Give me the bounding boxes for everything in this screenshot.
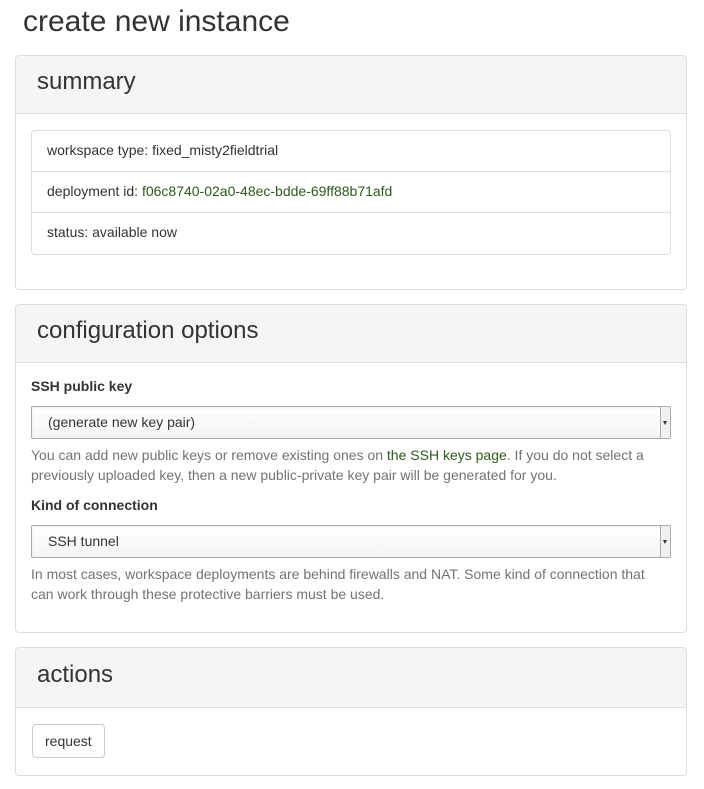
chevron-down-icon [663, 421, 667, 425]
ssh-key-help-text [31, 445, 671, 485]
status-label: status: [47, 224, 93, 240]
summary-list [31, 130, 671, 255]
deployment-id-value: f06c8740-02a0-48ec-bdde-69ff88b71afd [141, 183, 393, 199]
deployment-id-item [32, 172, 670, 213]
actions-heading: actions [37, 661, 114, 688]
page-title: create new instance [23, 5, 290, 38]
configuration-panel [15, 304, 687, 633]
summary-heading: summary [37, 68, 136, 95]
configuration-panel-body [16, 363, 686, 619]
summary-panel-body [16, 114, 686, 270]
configuration-panel-heading [16, 305, 686, 363]
request-button[interactable]: request [32, 724, 105, 758]
chevron-down-icon [663, 540, 667, 544]
ssh-key-label: SSH public key [31, 378, 133, 394]
actions-panel [15, 647, 687, 776]
ssh-key-selected-value: (generate new key pair) [48, 414, 196, 430]
ssh-key-help-after: . If you do not select a previously uploaded key, then a new public-private key pair will be generated for you. [31, 447, 644, 483]
actions-panel-body [16, 708, 686, 773]
connection-selected-value: SSH tunnel [48, 533, 119, 549]
actions-panel-heading [16, 648, 686, 708]
status-item [32, 213, 670, 254]
workspace-type-item [32, 131, 670, 172]
workspace-type-value: fixed_misty2fieldtrial [152, 142, 279, 158]
deployment-id-label: deployment id: [47, 183, 142, 199]
workspace-type-label: workspace type: [47, 142, 153, 158]
ssh-key-dropdown-arrow[interactable] [660, 407, 670, 438]
connection-dropdown-arrow[interactable] [660, 526, 670, 557]
connection-label: Kind of connection [31, 497, 158, 513]
status-value: available now [92, 224, 177, 240]
connection-select[interactable] [31, 525, 671, 558]
ssh-key-select[interactable] [31, 406, 671, 439]
configuration-heading: configuration options [37, 317, 259, 344]
ssh-key-help-before: You can add new public keys or remove existing ones on [31, 447, 387, 463]
summary-panel-heading [16, 56, 686, 114]
summary-panel [15, 55, 687, 290]
ssh-keys-page-link[interactable]: the SSH keys page [386, 447, 507, 463]
connection-help-text: In most cases, workspace deployments are behind firewalls and NAT. Some kind of connection that can work through these protective barriers must be used. [31, 566, 645, 602]
